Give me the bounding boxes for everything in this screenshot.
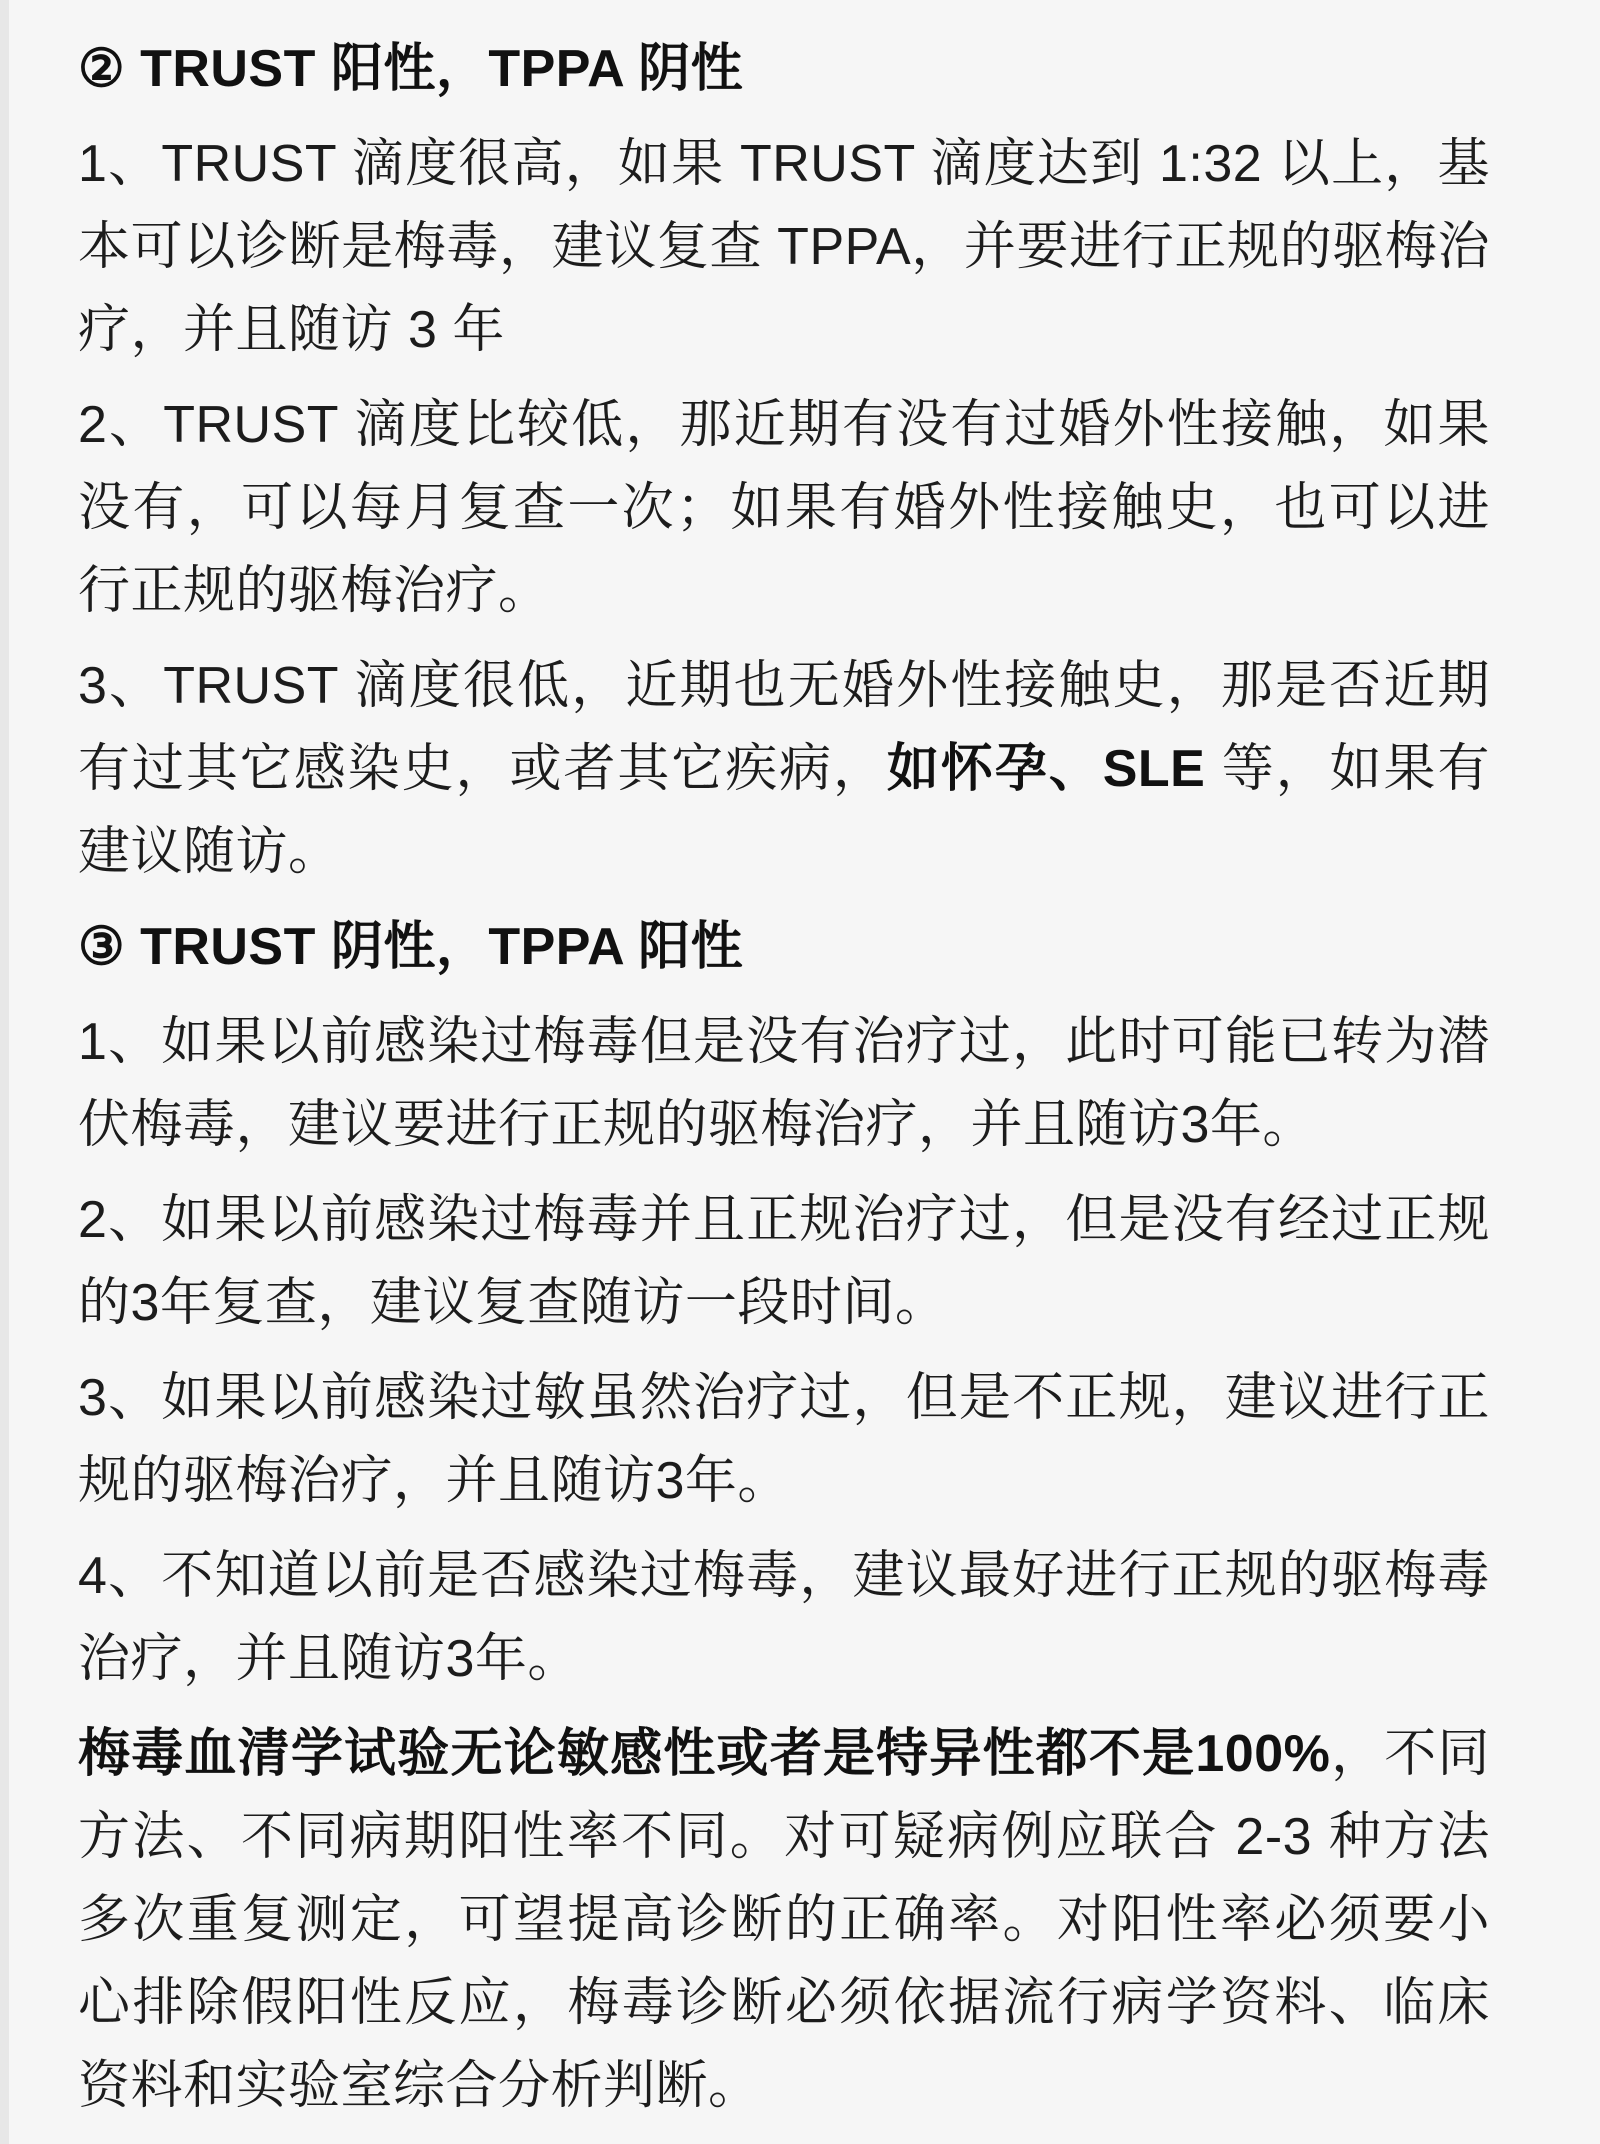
text-run: ，不同方法、不同病期阳性率不同。对可疑病例应联合 2-3 种方法多次重复测定，可望提高诊断的正确率。对阳性率必须要小心排除假阳性反应，梅毒诊断必须依据流行病学资料、临床资料和实验室综合分析判断。	[78, 1725, 1490, 2115]
text-run: 3、TRUST 滴度很低，近期也无婚外性接触史，那是否近期有过其它感染史，或者其它疾病，	[78, 657, 1490, 798]
section-heading	[78, 906, 1490, 989]
emphasis-text: 梅毒血清学试验无论敏感性或者是特异性都不是100%	[78, 1725, 1331, 1783]
text-run: 3、如果以前感染过敏虽然治疗过，但是不正规，建议进行正规的驱梅治疗，并且随访3年。	[78, 1369, 1490, 1510]
emphasis-text: ③ TRUST 阴性，TPPA 阳性	[78, 918, 744, 976]
paragraph	[78, 1179, 1490, 1345]
paragraph	[78, 1535, 1490, 1701]
paragraph	[78, 645, 1490, 894]
paragraph	[78, 1713, 1490, 2128]
paragraph	[78, 1357, 1490, 1523]
text-run: 1、TRUST 滴度很高，如果 TRUST 滴度达到 1:32 以上，基本可以诊断是梅毒，建议复查 TPPA，并要进行正规的驱梅治疗，并且随访 3 年	[78, 135, 1490, 359]
text-run: 1、如果以前感染过梅毒但是没有治疗过，此时可能已转为潜伏梅毒，建议要进行正规的驱梅治疗，并且随访3年。	[78, 1013, 1490, 1154]
emphasis-text: ② TRUST 阳性，TPPA 阴性	[78, 40, 744, 98]
page-left-edge	[0, 0, 9, 2144]
paragraph	[78, 123, 1490, 372]
paragraph	[78, 1001, 1490, 1167]
text-run: 2、TRUST 滴度比较低，那近期有没有过婚外性接触，如果没有，可以每月复查一次；如果有婚外性接触史，也可以进行正规的驱梅治疗。	[78, 396, 1490, 620]
text-run: 4、不知道以前是否感染过梅毒，建议最好进行正规的驱梅毒治疗，并且随访3年。	[78, 1547, 1490, 1688]
text-run: 2、如果以前感染过梅毒并且正规治疗过，但是没有经过正规的3年复查，建议复查随访一段时间。	[78, 1191, 1490, 1332]
section-heading	[78, 28, 1490, 111]
text-run: 等，如果有建议随访。	[78, 740, 1490, 881]
emphasis-text: 如怀孕、SLE	[887, 740, 1206, 798]
paragraph	[78, 384, 1490, 633]
